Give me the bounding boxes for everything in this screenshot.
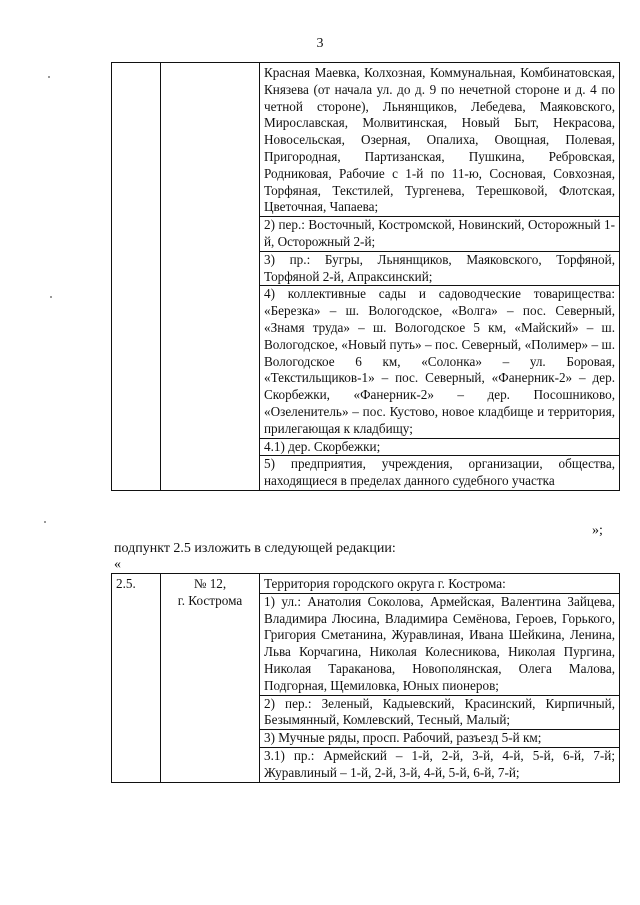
territory-gardens: 4) коллективные сады и садоводческие товарищества: «Березка» – ш. Вологодское, «Волга» – пос. Северный, «Знамя труда» – ш. Вологодское 5 км, «Майский» – ш. Вологодское, «Новый путь» – пос. Северный, «Полимер» – ш. Вологодское 6 км, «Солонка» – ул. Боровая, «Текстильщиков-1» – пос. Северный, «Фанерник-2» – дер. Скорбежки, «Фанерник-2» – дер. Посошниково, «Озеленитель» – пос. Кустово, новое кладбище и территория, прилегающая к кладбищу; [260, 286, 619, 438]
subitem-2-5-table [111, 573, 620, 783]
districts-table-continued [111, 62, 620, 491]
territory-enterprises: 5) предприятия, учреждения, организации, общества, находящиеся в пределах данного судебного участка [264, 456, 615, 489]
court-cell [161, 574, 260, 783]
court-city: г. Кострома [177, 592, 243, 608]
item-number-cell [112, 574, 161, 783]
territory-lanes: 2) пер.: Восточный, Костромской, Новинский, Осторожный 1-й, Осторожный 2-й; [260, 217, 619, 252]
amendment-instruction: подпункт 2.5 изложить в следующей редакции: [114, 541, 396, 556]
territory-passages: 3.1) пр.: Армейский – 1-й, 2-й, 3-й, 4-й, 5-й, 6-й, 7-й; Журавлиный – 1-й, 2-й, 3-й, 4-й, 5-й, 6-й, 7-й; [264, 747, 615, 780]
scan-speck [48, 76, 50, 78]
territory-cell [260, 574, 620, 783]
territory-village: 4.1) дер. Скорбежки; [260, 439, 619, 457]
territory-passages: 3) пр.: Бугры, Льнянщиков, Маяковского, Торфяной, Торфяной 2-й, Апраксинский; [260, 252, 619, 287]
closing-quote: »; [592, 523, 603, 538]
item-number-cell [112, 63, 161, 491]
territory-cell [260, 63, 620, 491]
scan-speck [50, 296, 52, 298]
court-cell [161, 63, 260, 491]
court-number: № 12, [193, 576, 227, 591]
territory-rows: 3) Мучные ряды, просп. Рабочий, разъезд 5-й км; [260, 730, 619, 748]
table-row [112, 574, 620, 783]
scan-speck [44, 521, 46, 523]
opening-quote: « [114, 557, 121, 572]
territory-heading: Территория городского округа г. Кострома: [260, 574, 619, 594]
territory-streets: 1) ул.: Анатолия Соколова, Армейская, Валентина Зайцева, Владимира Люсина, Владимира Семёнова, Героев, Горького, Григория Сметанина, Журавлиная, Ивана Шейкина, Ленина, Льва Корчагина, Николая Колесникова, Николая Пургина, Николая Тараканова, Новополянская, Олега Малова, Подгорная, Щемиловка, Юных пионеров; [260, 594, 619, 696]
page-number: 3 [316, 36, 324, 51]
territory-streets-continued: Красная Маевка, Колхозная, Коммунальная, Комбинатовская, Князева (от начала ул. до д. 9 по нечетной стороне и д. 4 по четной стороне), Льнянщиков, Лебедева, Маяковского, Мирославская, Молвитинская, Новый Быт, Некрасова, Новосельская, Озерная, Опалиха, Овощная, Полевая, Пригородная, Партизанская, Пушкина, Ребровская, Родниковая, Рабочие с 1-й по 11-ю, Сосновая, Совхозная, Торфяная, Текстилей, Тургенева, Терешковой, Флотская, Цветочная, Чапаева; [260, 65, 619, 217]
item-number: 2.5. [116, 576, 136, 591]
territory-lanes: 2) пер.: Зеленый, Кадыевский, Красинский, Кирпичный, Безымянный, Комлевский, Тесный, Малый; [260, 696, 619, 731]
table-row [112, 63, 620, 491]
